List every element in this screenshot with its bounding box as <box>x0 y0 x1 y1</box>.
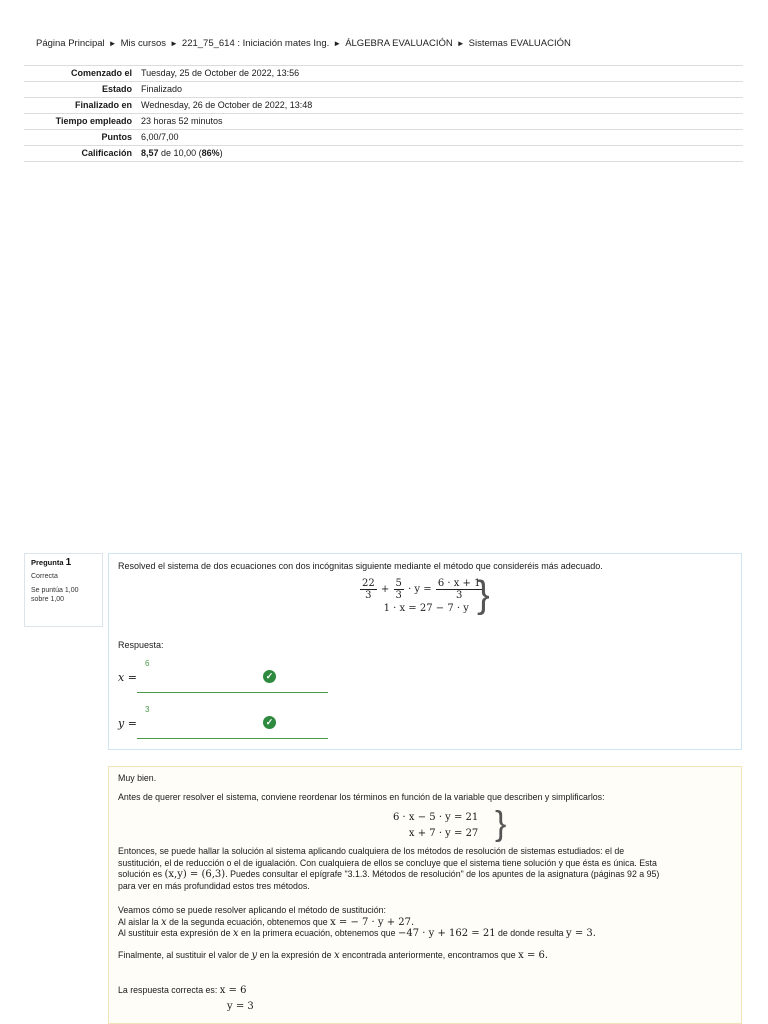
right-brace-icon: } <box>495 805 507 843</box>
question-equation-system: $\frac{22}{3}$ + $\frac{5}{3}$ · y = $\frac{6 \cdot x + 1}{3}$ 1 · x = 27 − 7 · y <box>359 578 483 614</box>
summary-value: 6,00/7,00 <box>141 132 179 142</box>
feedback-text: Finalmente, al sustituir el valor de y en la expresión de x encontrada anteriormente, encontramos que x = 6. <box>118 950 549 961</box>
grade-percent: 86% <box>201 148 220 158</box>
grade-of: de 10,00 ( <box>161 148 202 158</box>
feedback-text: Antes de querer resolver el sistema, conviene reordenar los términos en función de la variable que describen y simplificarlos: <box>118 792 605 802</box>
feedback-equation-system: 6 · x − 5 · y = 21 x + 7 · y = 27 <box>393 812 479 839</box>
question-mark: Se puntúa 1,00 sobre 1,00 <box>31 587 79 603</box>
question-state: Correcta <box>31 573 58 580</box>
summary-value: Wednesday, 26 de October de 2022, 13:48 <box>141 100 313 110</box>
answer-input-x[interactable] <box>137 656 328 693</box>
equation-line: 1 · x = 27 − 7 · y <box>383 603 469 614</box>
summary-label: Finalizado en <box>74 100 132 110</box>
answer-input-y[interactable] <box>137 702 328 739</box>
attempt-summary-table <box>24 65 743 162</box>
fraction: $\frac{5}{3}$ <box>395 578 402 601</box>
feedback-text: Muy bien. <box>118 773 157 783</box>
question-info-panel <box>24 553 103 627</box>
right-answer-label: La respuesta correcta es: <box>118 985 218 995</box>
summary-label: Puntos <box>101 132 132 142</box>
correct-check-icon: ✓ <box>263 716 276 729</box>
fraction: $\frac{6 \cdot x + 1}{3}$ <box>437 578 481 601</box>
question-feedback <box>108 766 742 1024</box>
summary-value: Finalizado <box>141 84 183 94</box>
right-brace-icon: } <box>477 574 490 616</box>
fraction: $\frac{22}{3}$ <box>362 578 375 601</box>
summary-value: Tuesday, 25 de October de 2022, 13:56 <box>141 68 300 78</box>
summary-row-grade <box>24 146 743 162</box>
summary-label: Calificación <box>81 148 132 158</box>
summary-label: Tiempo empleado <box>55 116 132 126</box>
answer-row-y <box>118 702 338 742</box>
breadcrumb-my-courses-link[interactable]: Mis cursos <box>120 38 166 49</box>
grade-value <box>141 146 743 162</box>
answer-value: 6 <box>145 659 150 668</box>
feedback-text: Veamos cómo se puede resolver aplicando el método de sustitución: Al aislar la x de la segunda ecuación, obtenemos que x = − 7 · y + 27. Al sustituir esta expresión de x en la primera ecuación, obtenemos que −47 · y + 162 = 21 de donde resulta y = 3. <box>118 905 596 939</box>
breadcrumb-separator-icon: ► <box>169 39 178 48</box>
summary-label: Comenzado el <box>70 68 132 78</box>
breadcrumb-course-link[interactable]: 221_75_614 : Iniciación mates Ing. <box>181 38 330 49</box>
summary-label: Estado <box>101 84 132 94</box>
summary-row <box>24 66 743 82</box>
breadcrumb-separator-icon: ► <box>108 39 117 48</box>
breadcrumb-separator-icon: ► <box>456 39 465 48</box>
summary-row <box>24 114 743 130</box>
question-text: Resolved el sistema de dos ecuaciones con dos incógnitas siguiente mediante el método que consideréis más adecuado. <box>118 561 603 571</box>
breadcrumb-section-link[interactable]: ÁLGEBRA EVALUACIÓN <box>345 38 453 49</box>
right-answer <box>118 985 246 997</box>
answer-value: 3 <box>145 705 150 714</box>
grade-close: ) <box>219 148 223 158</box>
feedback-text: Entonces, se puede hallar la solución al sistema aplicando cualquiera de los métodos de resolución de sistemas estudiados: el de sustitución, el de reducción o el de igualación. Con cualquiera de ellos se concluye que el sistema tiene solución y que ésta es única. Esta solución es (x,y) = (6,3). Puedes consultar el epígrafe "3.1.3. Métodos de resolución" de los apuntes de la asignatura (páginas 92 a 95) para ver en más profundidad estos tres métodos. <box>118 846 660 891</box>
grade-score: 8,57 <box>141 148 159 158</box>
breadcrumb-home-link[interactable]: Página Principal <box>36 38 105 49</box>
answer-variable: x = <box>118 671 137 684</box>
answer-row-x <box>118 656 338 696</box>
question-number: Pregunta 1 <box>31 557 72 568</box>
question-formulation <box>108 553 742 750</box>
summary-row <box>24 98 743 114</box>
right-answer-x: x = 6 <box>219 985 247 996</box>
right-answer-y: y = 3 <box>227 1001 254 1012</box>
breadcrumb-separator-icon: ► <box>333 39 342 48</box>
correct-check-icon: ✓ <box>263 670 276 683</box>
breadcrumb-quiz-link[interactable]: Sistemas EVALUACIÓN <box>468 38 571 49</box>
breadcrumb <box>36 38 571 49</box>
summary-value: 23 horas 52 minutos <box>141 116 223 126</box>
answer-variable: y = <box>118 717 137 730</box>
summary-row <box>24 82 743 98</box>
summary-row <box>24 130 743 146</box>
answer-label: Respuesta: <box>118 640 164 650</box>
